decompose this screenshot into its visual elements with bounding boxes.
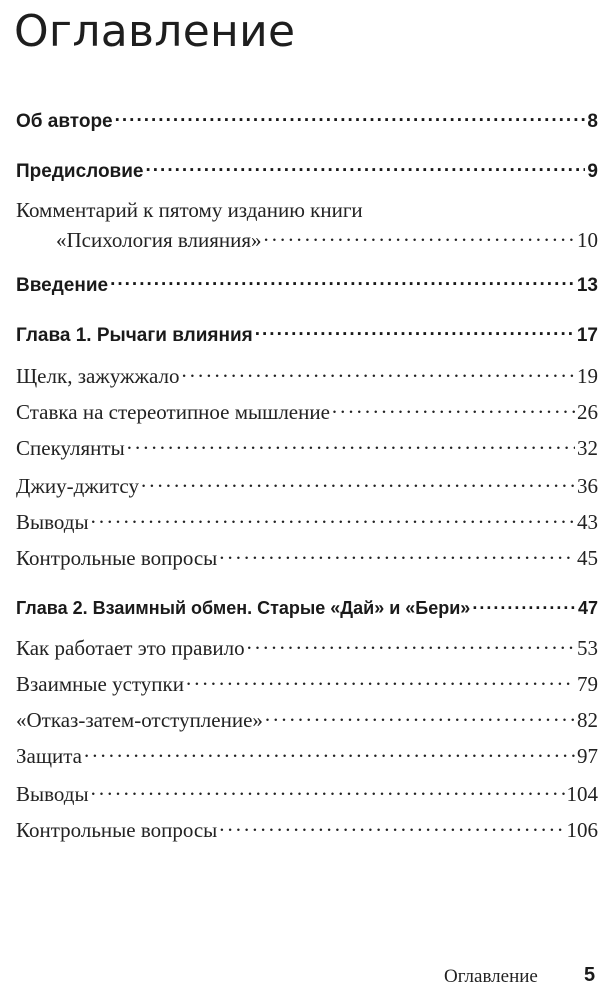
toc-entry-label: Спекулянты bbox=[16, 436, 125, 460]
toc-entry-chapter-1[interactable] bbox=[16, 322, 598, 347]
dot-leader bbox=[332, 398, 575, 419]
toc-entry-label: Введение bbox=[16, 275, 109, 296]
page-number: 5 bbox=[584, 964, 596, 986]
toc-entry-label: Выводы bbox=[16, 510, 89, 534]
dot-leader bbox=[141, 472, 575, 493]
page-title: Оглавление bbox=[14, 6, 296, 57]
toc-entry[interactable] bbox=[16, 398, 598, 425]
toc-entry-chapter-2[interactable] bbox=[16, 596, 598, 619]
toc-entry-page: 32 bbox=[577, 436, 598, 460]
toc-entry[interactable] bbox=[16, 472, 598, 499]
toc-entry-page: 106 bbox=[566, 818, 598, 842]
toc-entry[interactable] bbox=[16, 780, 598, 807]
dot-leader bbox=[472, 596, 576, 614]
toc-entry-page: 10 bbox=[577, 228, 598, 252]
dot-leader bbox=[182, 362, 575, 383]
toc-entry-page: 104 bbox=[566, 782, 598, 806]
toc-entry-label: Джиу-джитсу bbox=[16, 474, 139, 498]
toc-entry-label: Взаимные уступки bbox=[16, 672, 184, 696]
dot-leader bbox=[146, 158, 586, 177]
toc-entry-page: 43 bbox=[577, 510, 598, 534]
toc-entry-label: Как работает это правило bbox=[16, 636, 245, 660]
dot-leader bbox=[186, 670, 575, 691]
toc-entry-label-line1: Комментарий к пятому изданию книги bbox=[16, 198, 363, 222]
toc-entry-page: 53 bbox=[577, 636, 598, 660]
toc-entry-label: Контрольные вопросы bbox=[16, 546, 218, 570]
toc-entry[interactable] bbox=[16, 362, 598, 389]
toc-entry-label: «Психология влияния» bbox=[56, 228, 262, 252]
toc-entry-label: «Отказ-затем-отступление» bbox=[16, 708, 263, 732]
toc-entry-page: 36 bbox=[577, 474, 598, 498]
toc-entry-label: Глава 1. Рычаги влияния bbox=[16, 325, 253, 346]
dot-leader bbox=[84, 742, 575, 763]
toc-entry-page: 9 bbox=[587, 161, 598, 182]
dot-leader bbox=[91, 508, 575, 529]
toc-entry-page: 17 bbox=[576, 325, 598, 346]
toc-entry-label: Щелк, зажужжало bbox=[16, 364, 180, 388]
toc-entry[interactable] bbox=[16, 670, 598, 697]
dot-leader bbox=[265, 706, 575, 727]
running-footer-section: Оглавление bbox=[444, 966, 538, 987]
toc-entry[interactable] bbox=[16, 434, 598, 461]
toc-entry-page: 82 bbox=[577, 708, 598, 732]
toc-entry[interactable] bbox=[16, 508, 598, 535]
toc-entry-label: Об авторе bbox=[16, 111, 113, 132]
toc-entry[interactable] bbox=[16, 816, 598, 843]
toc-entry-label: Контрольные вопросы bbox=[16, 818, 218, 842]
toc-entry-label: Ставка на стереотипное мышление bbox=[16, 400, 330, 424]
toc-entry[interactable] bbox=[16, 634, 598, 661]
toc-entry-label: Глава 2. Взаимный обмен. Старые «Дай» и «Бери» bbox=[16, 598, 471, 618]
dot-leader bbox=[127, 434, 575, 455]
toc-entry-label: Защита bbox=[16, 744, 83, 768]
toc-entry-preface[interactable] bbox=[16, 158, 598, 183]
toc-entry-introduction[interactable] bbox=[16, 272, 598, 297]
toc-entry-page: 45 bbox=[577, 546, 598, 570]
toc-entry-page: 8 bbox=[587, 111, 598, 132]
dot-leader bbox=[110, 272, 575, 291]
dot-leader bbox=[247, 634, 575, 655]
toc-entry[interactable] bbox=[16, 742, 598, 769]
dot-leader bbox=[115, 108, 586, 127]
dot-leader bbox=[255, 322, 575, 341]
toc-entry-page: 97 bbox=[577, 744, 598, 768]
toc-entry-label: Предисловие bbox=[16, 161, 144, 182]
dot-leader bbox=[264, 226, 575, 247]
dot-leader bbox=[219, 816, 564, 837]
toc-entry-page: 79 bbox=[577, 672, 598, 696]
toc-entry[interactable] bbox=[16, 544, 598, 571]
toc-entry-page: 19 bbox=[577, 364, 598, 388]
dot-leader bbox=[219, 544, 575, 565]
toc-entry-about-author[interactable] bbox=[16, 108, 598, 133]
toc-entry-page: 26 bbox=[577, 400, 598, 424]
toc-entry-page: 13 bbox=[576, 275, 598, 296]
toc-entry-page: 47 bbox=[577, 598, 598, 618]
toc-entry[interactable] bbox=[16, 706, 598, 733]
dot-leader bbox=[91, 780, 565, 801]
toc-entry-label: Выводы bbox=[16, 782, 89, 806]
